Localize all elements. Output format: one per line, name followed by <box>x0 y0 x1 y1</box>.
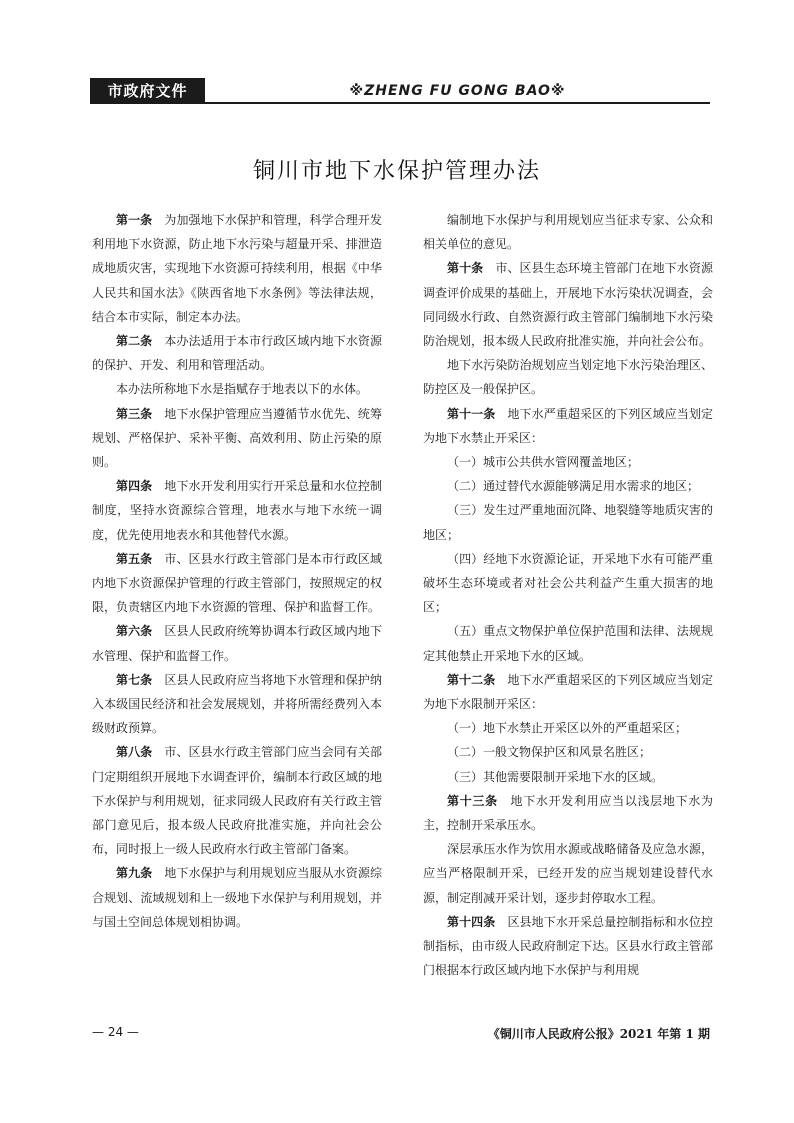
paragraph <box>92 402 382 475</box>
paragraph <box>92 547 382 620</box>
paragraph-text: 区县地下水开采总量控制指标和水位控制指标，由市级人民政府制定下达。区县水行政主管部门根据本行政区域内地下水保护与利用规 <box>423 914 713 978</box>
paragraph <box>423 402 713 450</box>
article-number: 第七条 <box>116 672 153 687</box>
paragraph <box>92 377 382 401</box>
right-column <box>423 208 713 983</box>
paragraph <box>92 208 382 329</box>
journal-name: ※ZHENG FU GONG BAO※ <box>349 83 566 99</box>
article-number: 第十三条 <box>447 793 498 808</box>
paragraph-text: 编制地下水保护与利用规划应当征求专家、公众和相关单位的意见。 <box>423 213 713 252</box>
paragraph-text: 区县人民政府统筹协调本行政区域内地下水管理、保护和监督工作。 <box>92 624 382 663</box>
paragraph <box>423 208 713 256</box>
paragraph <box>423 498 713 546</box>
paragraph <box>92 668 382 741</box>
paragraph <box>92 619 382 667</box>
paragraph <box>423 668 713 716</box>
paragraph <box>423 474 713 498</box>
article-number: 第九条 <box>116 866 153 881</box>
header-rule <box>205 102 710 104</box>
paragraph-text: 地下水开发利用实行开采总量和水位控制制度，坚持水资源综合管理，地表水与地下水统一调度，优先使用地表水和其他替代水源。 <box>92 479 382 542</box>
paragraph-text: 地下水严重超采区的下列区域应当划定为地下水限制开采区： <box>423 672 713 712</box>
paragraph-text: 深层承压水作为饮用水源或战略储备及应急水源，应当严格限制开采，已经开发的应当规划建设替代水源，制定削减开采计划，逐步封停取水工程。 <box>423 842 713 905</box>
article-number: 第十条 <box>447 261 484 276</box>
paragraph-text: （一）城市公共供水管网覆盖地区； <box>447 455 640 470</box>
paragraph <box>92 740 382 861</box>
journal-issue: 《铜川市人民政府公报》2021 年第 1 期 <box>487 1027 710 1041</box>
paragraph <box>423 740 713 764</box>
article-number: 第四条 <box>116 479 153 494</box>
paragraph <box>423 547 713 620</box>
paragraph-text: 地下水保护管理应当遵循节水优先、统筹规划、严格保护、采补平衡、高效利用、防止污染的原则。 <box>92 406 382 470</box>
running-header <box>90 78 710 104</box>
page-number: — 24 — <box>92 1025 139 1039</box>
article-number: 第十一条 <box>447 406 496 421</box>
paragraph-text: 本办法适用于本市行政区域内地下水资源的保护、开发、利用和管理活动。 <box>92 334 382 373</box>
article-number: 第一条 <box>116 213 153 227</box>
paragraph <box>423 789 713 837</box>
paragraph-text: 本办法所称地下水是指赋存于地表以下的水体。 <box>116 382 369 397</box>
article-number: 第十四条 <box>447 914 496 929</box>
article-number: 第十二条 <box>447 672 496 687</box>
paragraph <box>423 450 713 474</box>
paragraph-text: 区县人民政府应当将地下水管理和保护纳入本级国民经济和社会发展规划，并将所需经费列入本级财政预算。 <box>92 672 382 736</box>
paragraph-text: 市、区县水行政主管部门是本市行政区域内地下水资源保护管理的行政主管部门，按照规定的权限，负责辖区内地下水资源的管理、保护和监督工作。 <box>92 551 382 615</box>
paragraph <box>423 765 713 789</box>
paragraph-text: 地下水开发利用应当以浅层地下水为主，控制开采承压水。 <box>423 793 713 833</box>
article-number: 第五条 <box>116 551 153 566</box>
article-number: 第三条 <box>116 406 153 421</box>
paragraph <box>92 861 382 934</box>
paragraph-text: 市、区县生态环境主管部门在地下水资源调查评价成果的基础上，开展地下水污染状况调查，会同同级水行政、自然资源行政主管部门编制地下水污染防治规划，报本级人民政府批准实施，并向社会公布。 <box>423 261 713 349</box>
paragraph-text: 市、区县水行政主管部门应当会同有关部门定期组织开展地下水调查评价，编制本行政区域的地下水保护与利用规划，征求同级人民政府有关行政主管部门意见后，报本级人民政府批准实施，并向社会公布，同时报上一级人民政府水行政主管部门备案。 <box>92 745 382 857</box>
paragraph-text: 地下水保护与利用规划应当服从水资源综合规划、流域规划和上一级地下水保护与利用规划，并与国土空间总体规划相协调。 <box>92 866 382 929</box>
paragraph <box>423 353 713 401</box>
paragraph-text: （一）地下水禁止开采区以外的严重超采区； <box>447 721 688 736</box>
paragraph-text: （五）重点文物保护单位保护范围和法律、法规规定其他禁止开采地下水的区域。 <box>423 624 713 663</box>
paragraph <box>423 910 713 983</box>
paragraph <box>423 837 713 910</box>
paragraph <box>92 474 382 547</box>
document-title: 铜川市地下水保护管理办法 <box>252 159 541 184</box>
paragraph-text: （二）通过替代水源能够满足用水需求的地区； <box>447 479 700 494</box>
paragraph <box>92 329 382 377</box>
paragraph-text: 为加强地下水保护和管理，科学合理开发利用地下水资源，防止地下水污染与超量开采、排泄造成地质灾害，实现地下水资源可持续利用，根据《中华人民共和国水法》《陕西省地下水条例》等法律法规，结合本市实际，制定本办法。 <box>92 213 382 324</box>
paragraph-text: （二）一般文物保护区和风景名胜区； <box>447 745 652 760</box>
paragraph-text: （三）发生过严重地面沉降、地裂缝等地质灾害的地区； <box>423 503 713 542</box>
article-number: 第八条 <box>116 745 153 760</box>
paragraph <box>423 256 713 353</box>
article-number: 第六条 <box>116 624 153 639</box>
paragraph <box>423 716 713 740</box>
paragraph-text: 地下水严重超采区的下列区域应当划定为地下水禁止开采区： <box>423 406 713 445</box>
article-number: 第二条 <box>116 334 153 349</box>
paragraph-text: 地下水污染防治规划应当划定地下水污染治理区、防控区及一般保护区。 <box>423 358 713 397</box>
paragraph-text: （四）经地下水资源论证，开采地下水有可能严重破坏生态环境或者对社会公共利益产生重大损害的地区； <box>423 551 713 615</box>
paragraph <box>423 619 713 667</box>
section-tag: 市政府文件 <box>90 78 205 104</box>
left-column <box>92 208 382 934</box>
paragraph-text: （三）其他需要限制开采地下水的区域。 <box>447 769 664 784</box>
